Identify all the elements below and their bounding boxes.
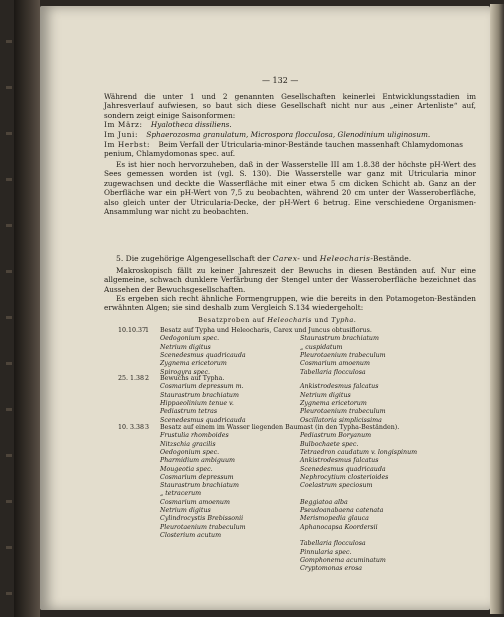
sample-description: Besatz auf Typha und Heleocharis, Carex und Juncus obtusiflorus. xyxy=(160,327,372,334)
table-title-genus2: Typha. xyxy=(331,316,357,324)
species-right: Oscillatoria simplicissima xyxy=(300,416,382,424)
species-left: Staurastrum brachiatum xyxy=(160,482,239,490)
page-number: — 132 — xyxy=(262,76,299,85)
sample-number: 1 xyxy=(145,327,150,334)
species-right: Tabellaria flocculosa xyxy=(300,540,366,548)
species-right: Tetraedron caudatum v. longispinum xyxy=(300,448,418,456)
species-right: Ankistrodesmus falcatus xyxy=(300,383,379,391)
species-left: Cosmarium amoenum xyxy=(160,498,230,506)
species-left: Pediastrum tetras xyxy=(160,408,218,416)
species-left: Scenedesmus quadricauda xyxy=(160,416,246,424)
species-left: „ tetracerum xyxy=(160,490,202,498)
species-right: Pleurotaenium trabeculum xyxy=(300,408,386,416)
species-right: Pinnularia spec. xyxy=(300,548,352,556)
species-left: Oedogonium spec. xyxy=(160,448,220,456)
season-label: Im Herbst: xyxy=(104,140,151,149)
sample-table-title xyxy=(198,316,356,324)
species-right: Bulbochaete spec. xyxy=(300,440,359,448)
sample-number: 2 xyxy=(145,375,150,382)
species-left: Pleurotaenium trabeculum xyxy=(160,523,246,531)
species-right: Scenedesmus quadricauda xyxy=(300,465,386,473)
book-gutter xyxy=(14,0,40,617)
species-left: Nitzschia gracilis xyxy=(160,440,216,448)
species-left: Netrium digitus xyxy=(160,343,211,351)
species-left: Cosmarium depressum m. xyxy=(160,383,244,391)
species-right: Pseudoanabaena catenata xyxy=(300,507,384,514)
species-left: Pharmidium ambiguum xyxy=(160,457,235,465)
species-left: Netrium digitus xyxy=(160,507,211,514)
heading-genus-heleocharis: Heleocharis xyxy=(319,254,371,263)
species-right: Pediastrum Boryanum xyxy=(300,432,372,440)
season-text: Beim Verfall der Utricularia-minor-Bestände tauchen massenhaft Chlamydomonas penium, Chlamydomonas spec. auf. xyxy=(104,140,464,159)
table-title-genus1: Heleocharis xyxy=(267,316,312,324)
species-right: Zygnema ericetorum xyxy=(300,399,367,407)
species-right: Gomphonema acuminatum xyxy=(300,556,386,564)
species-right: Cosmarium amoenum xyxy=(300,360,370,368)
species-right: Merismopedia glauca xyxy=(300,515,369,523)
species-left: Cylindrocystis Brebissonii xyxy=(160,515,244,523)
heading-prefix: 5. Die zugehörige Algengesellschaft der xyxy=(116,254,271,263)
heading-genus-carex: Carex- xyxy=(272,254,301,263)
species-right: Beggiatoa alba xyxy=(300,498,348,506)
season-label: Im Juni: xyxy=(104,130,139,139)
season-label: Im März: xyxy=(104,120,143,129)
sample-date: 25. 1.38 xyxy=(118,375,145,382)
binding-stitching xyxy=(6,0,14,617)
species-right: Cryptomonas erosa xyxy=(300,565,363,573)
comparison-paragraph: Es ergeben sich recht ähnliche Formengruppen, wie die bereits in den Potamogeton-Beständen erwähnten Algen; sie sind deshalb zum Vergleich S.134 wiedergeholt: xyxy=(104,294,476,313)
season-text: Hyalotheca dissiliens. xyxy=(150,120,232,129)
season-line-autumn xyxy=(104,140,476,159)
species-left: Scenedesmus quadricauda xyxy=(160,351,246,359)
intro-paragraph: Während die unter 1 und 2 genannten Gesellschaften keinerlei Entwicklungsstadien im Jahresverlauf aufwiesen, so baut sich diese Gesellschaft nicht nur aus „einer Artenliste“ auf, sondern zeigt einige Saisonformen: xyxy=(104,92,476,120)
species-left: Hippaeolinium tenue v. xyxy=(160,399,234,407)
page-edge-stack xyxy=(490,4,504,614)
sample-number: 3 xyxy=(145,424,150,431)
species-right: Coelastrum speciosum xyxy=(300,482,373,490)
season-text: Sphaerozosma granulatum, Microspora floccuIosa, Glenodinium uliginosum. xyxy=(146,130,431,139)
season-line-june xyxy=(104,130,430,139)
species-left: Mougeotia spec. xyxy=(160,465,213,473)
species-right: Tabellaria flocculosa xyxy=(300,368,366,376)
species-left: Cosmarium depressum xyxy=(160,473,234,481)
sample-description: Bewuchs auf Typha. xyxy=(160,375,225,382)
sample-date: 10. 3.38 xyxy=(118,424,145,431)
species-left: Staurastrum brachiatum xyxy=(160,391,239,399)
species-left: Frustulia rhomboides xyxy=(160,432,229,440)
species-right: Netrium digitus xyxy=(300,391,351,399)
species-right: Pleurotaenium trabeculum xyxy=(300,351,386,359)
species-left: Closterium acutum xyxy=(160,531,222,539)
table-title-prefix: Besatzproben auf xyxy=(198,316,265,324)
species-right: Nephrocytium closterioides xyxy=(300,473,389,481)
sample-description: Besatz auf einem im Wasser liegenden Baumast (in den Typha-Beständen). xyxy=(160,424,400,431)
species-left: Oedogonium spec. xyxy=(160,335,220,343)
species-right: Ankistrodesmus falcatus xyxy=(300,457,379,465)
species-right: „ cuspidatum xyxy=(300,343,343,351)
heading-middle: und xyxy=(302,254,318,263)
species-right: Staurastrum brachiatum xyxy=(300,335,379,343)
species-left: Spirogyra spec. xyxy=(160,368,211,376)
species-right: Aphanocapsa Koordersii xyxy=(300,523,378,531)
table-title-middle: und xyxy=(314,316,329,324)
ph-paragraph: Es ist hier noch hervorzuheben, daß in der Wasserstelle III am 1.8.38 der höchste pH-Wert des Sees gemessen worden ist (vgl. S. 130). Die Wasserstelle war ganz mit Utricularia minor zugewachsen und deckte die Wasserfläche mit einer etwa 5 cm dicken Schicht ab. Ganz an der Oberfläche war ein pH-Wert von 7,5 zu beobachten, während 20 cm unter der Wasseroberfläche, also gleich unter der Utricularia-Decke, der pH-Wert 6 betrug. Eine verschiedene Organismen-Ansammlung war nicht zu beobachten. xyxy=(104,160,476,217)
sample-date: 10.10.37 xyxy=(118,327,147,334)
heading-suffix: -Bestände. xyxy=(370,254,412,263)
section-heading xyxy=(116,254,411,263)
season-line-march xyxy=(104,120,232,129)
macroscopic-paragraph: Makroskopisch fällt zu keiner Jahreszeit der Bewuchs in diesen Beständen auf. Nur eine allgemeine, schwach dunklere Verfärbung der Stengel unter der Wasseroberfläche bezeichnet das Aussehen der Bewuchsgesellschaften. xyxy=(104,266,476,294)
species-left: Zygnema ericetorum xyxy=(160,360,227,368)
